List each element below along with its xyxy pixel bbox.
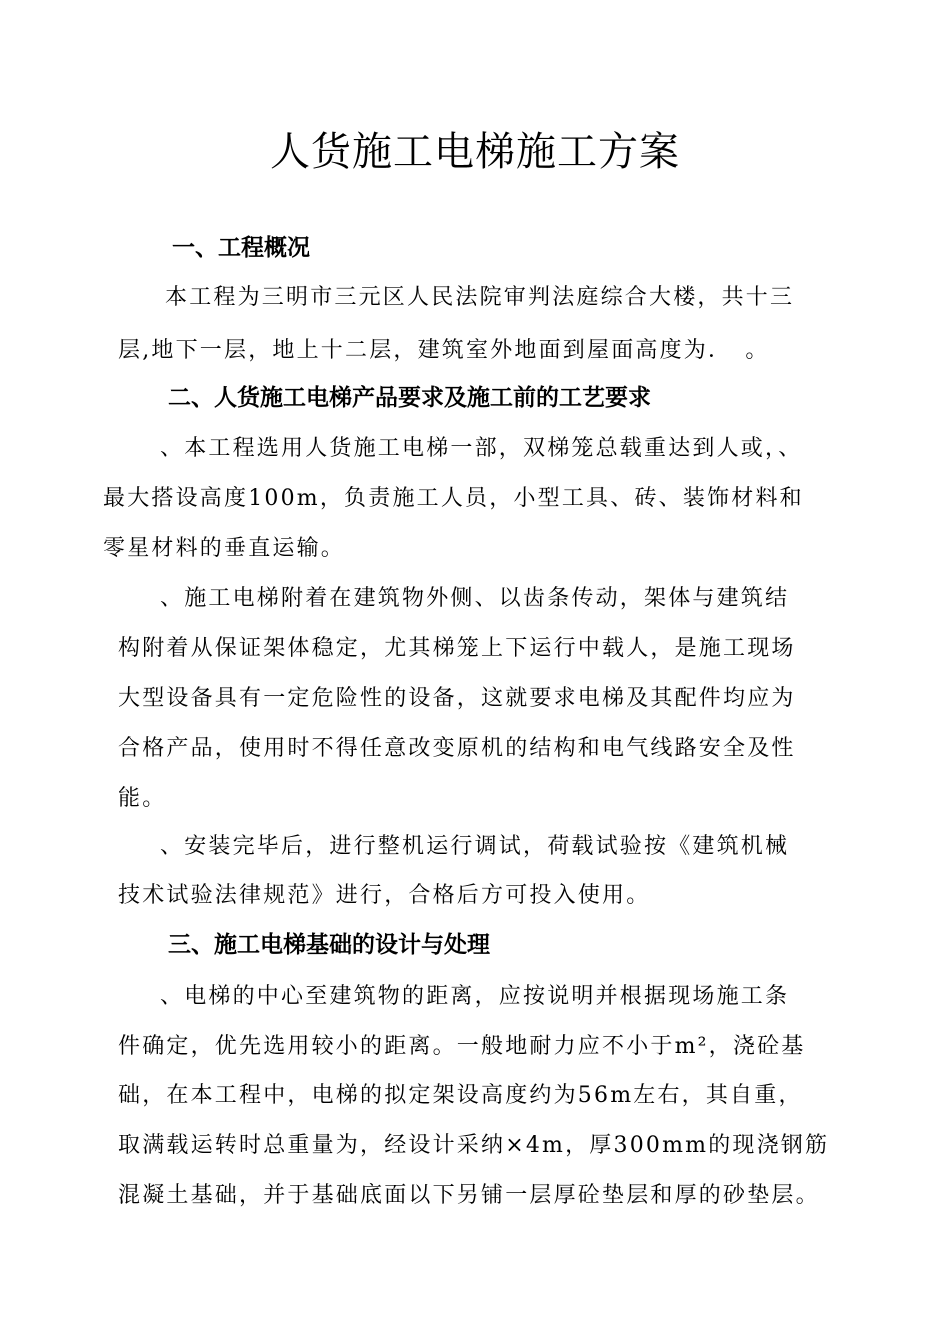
paragraph-line: 础，在本工程中，电梯的拟定架设高度约为56m左右，其自重， — [118, 1083, 803, 1108]
paragraph-line: 、安装完毕后，进行整机运行调试，荷载试验按《建筑机械 — [160, 834, 790, 859]
section-heading-2: 二、人货施工电梯产品要求及施工前的工艺要求 — [168, 385, 651, 411]
paragraph-line: 能。 — [118, 786, 167, 811]
section-heading-1: 一、工程概况 — [172, 235, 310, 261]
section-heading-3: 三、施工电梯基础的设计与处理 — [168, 932, 490, 958]
paragraph-line: 、本工程选用人货施工电梯一部，双梯笼总载重达到人或，、 — [160, 436, 803, 461]
paragraph-line: 取满载运转时总重量为，经设计采纳×4m，厚300mm的现浇钢筋 — [118, 1133, 830, 1158]
paragraph-line: 、施工电梯附着在建筑物外侧、以齿条传动，架体与建筑结 — [160, 586, 790, 611]
paragraph-line: 合格产品，使用时不得任意改变原机的结构和电气线路安全及性 — [118, 736, 796, 761]
paragraph-line: 零星材料的垂直运输。 — [103, 536, 346, 561]
paragraph-line: 构附着从保证架体稳定，尤其梯笼上下运行中载人，是施工现场 — [118, 636, 796, 661]
paragraph-line: 混凝土基础，并于基础底面以下另铺一层厚砼垫层和厚的砂垫层。 — [118, 1183, 820, 1208]
paragraph-line: 层,地下一层，地上十二层，建筑室外地面到屋面高度为． 。 — [118, 338, 770, 363]
document-title: 人货施工电梯施工方案 — [270, 129, 680, 175]
paragraph-line: 技术试验法律规范》进行，合格后方可投入使用。 — [118, 883, 651, 908]
paragraph-line: 件确定，优先选用较小的距离。一般地耐力应不小于m²，浇砼基 — [118, 1034, 806, 1059]
paragraph-line: 本工程为三明市三元区人民法院审判法庭综合大楼，共十三 — [165, 285, 795, 310]
paragraph-line: 最大搭设高度100m，负责施工人员，小型工具、砖、装饰材料和 — [103, 486, 804, 511]
paragraph-line: 、电梯的中心至建筑物的距离，应按说明并根据现场施工条 — [160, 984, 790, 1009]
paragraph-line: 大型设备具有一定危险性的设备，这就要求电梯及其配件均应为 — [118, 686, 796, 711]
